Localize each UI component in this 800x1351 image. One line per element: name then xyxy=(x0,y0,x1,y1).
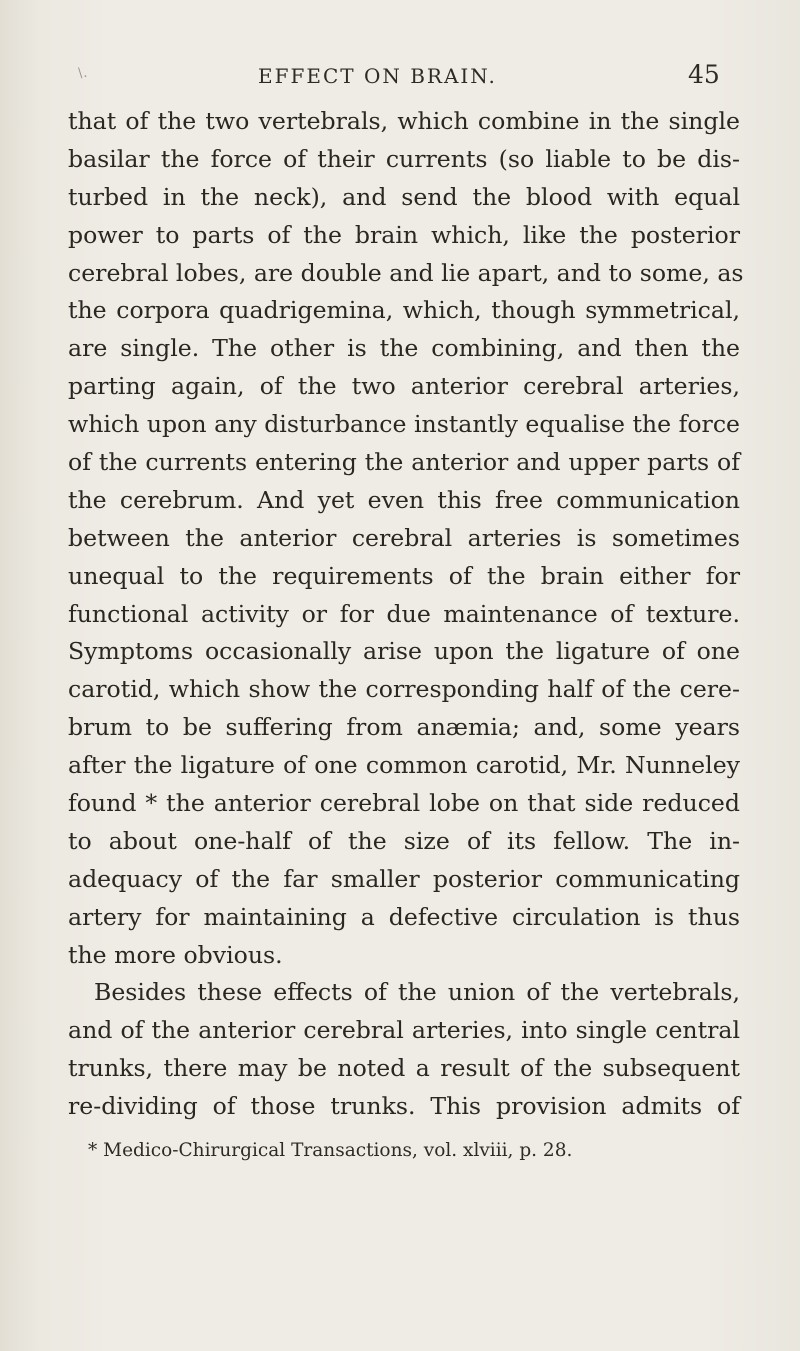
footnote: * Medico-Chirurgical Transactions, vol. xlviii, p. 28. xyxy=(88,1140,573,1161)
text-line: are single. The other is the combining, and then the xyxy=(68,334,740,363)
text-line: brum to be suffering from anæmia; and, some years xyxy=(68,713,740,742)
text-line: power to parts of the brain which, like the posterior xyxy=(68,220,740,249)
text-line: basilar the force of their currents (so liable to be dis- xyxy=(68,144,740,173)
text-line: artery for maintaining a defective circulation is thus xyxy=(68,902,740,931)
page-number: 45 xyxy=(688,60,720,89)
text-line: Besides these effects of the union of the vertebrals, xyxy=(94,978,740,1007)
text-line: found * the anterior cerebral lobe on that side reduced xyxy=(68,789,740,818)
text-line: the cerebrum. And yet even this free communication xyxy=(68,485,740,514)
margin-mark: \. xyxy=(78,66,89,81)
text-line: cerebral lobes, are double and lie apart, and to some, as xyxy=(68,258,744,287)
text-line: between the anterior cerebral arteries is sometimes xyxy=(68,523,740,552)
running-head: EFFECT ON BRAIN. xyxy=(258,64,497,88)
text-line: trunks, there may be noted a result of the subsequent xyxy=(68,1054,740,1083)
text-line: and of the anterior cerebral arteries, into single central xyxy=(68,1016,740,1045)
text-line: Symptoms occasionally arise upon the ligature of one xyxy=(68,637,740,666)
text-line: which upon any disturbance instantly equalise the force xyxy=(68,410,740,439)
text-line: the corpora quadrigemina, which, though symmetrical, xyxy=(68,296,740,325)
text-line: the more obvious. xyxy=(68,940,283,969)
text-line: parting again, of the two anterior cerebral arteries, xyxy=(68,372,740,401)
body-text xyxy=(68,103,744,1126)
text-line: functional activity or for due maintenance of texture. xyxy=(68,599,740,628)
text-line: to about one-half of the size of its fellow. The in- xyxy=(68,826,740,855)
text-line: that of the two vertebrals, which combine in the single xyxy=(68,107,740,135)
text-line: of the currents entering the anterior and upper parts of xyxy=(68,448,740,477)
text-line: unequal to the requirements of the brain either for xyxy=(68,561,740,590)
text-line: adequacy of the far smaller posterior communicating xyxy=(68,864,740,893)
text-line: re-dividing of those trunks. This provision admits of xyxy=(68,1092,740,1121)
text-line: carotid, which show the corresponding half of the cere- xyxy=(68,675,740,704)
text-line: turbed in the neck), and send the blood with equal xyxy=(68,182,740,211)
text-line: after the ligature of one common carotid, Mr. Nunneley xyxy=(68,751,740,780)
